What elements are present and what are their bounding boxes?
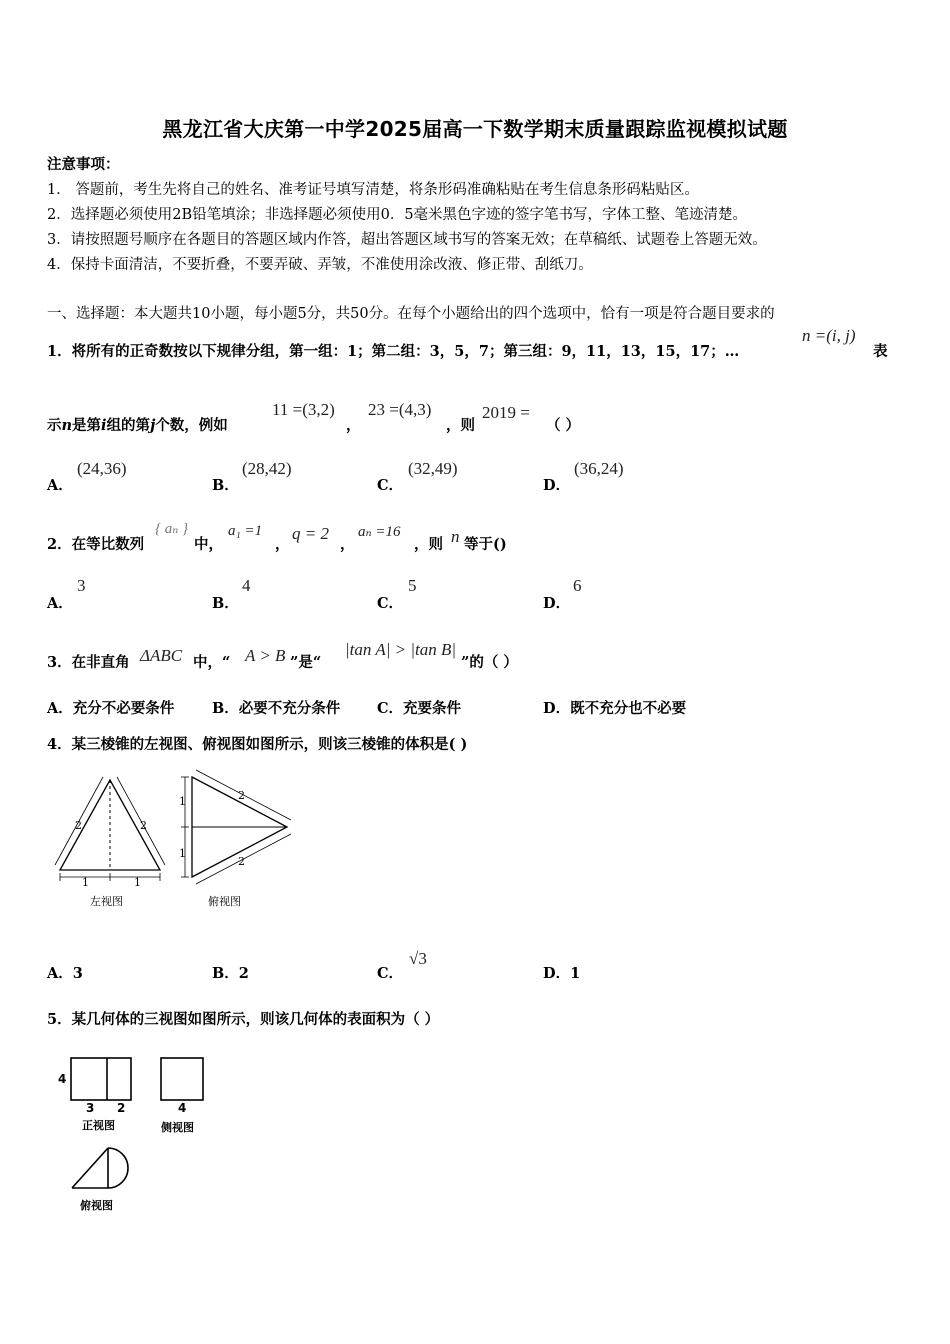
q1-example-1: 11 =(3,2) bbox=[272, 400, 335, 419]
q4-option-c-label[interactable]: C． bbox=[377, 965, 404, 982]
q2-seq: { aₙ } bbox=[155, 521, 189, 537]
notice-item: 3．请按照题号顺序在各题目的答题区域内作答，超出答题区域书写的答案无效；在草稿纸、试题卷上答题无效。 bbox=[47, 232, 767, 248]
q5-front-dim-w1: 3 bbox=[86, 1101, 95, 1115]
q1-option-a-label[interactable]: A． bbox=[47, 477, 73, 494]
q1-math-nij: n =(i, j) bbox=[802, 326, 856, 345]
q1-example-2: 23 =(4,3) bbox=[368, 400, 432, 419]
q2-option-d-label[interactable]: D． bbox=[543, 595, 571, 612]
q3-option-c[interactable]: C．充要条件 bbox=[377, 700, 462, 717]
q4-top-dim-lower: 1 bbox=[179, 847, 186, 860]
q4-top-dim-edge-upper: 2 bbox=[238, 789, 245, 802]
q4-option-b[interactable]: B．2 bbox=[212, 965, 249, 982]
q2-comma-2: ， bbox=[340, 536, 355, 553]
q3-post: ”的（ ） bbox=[461, 654, 518, 671]
q1-option-b-value: (28,42) bbox=[242, 459, 292, 478]
q4-option-a[interactable]: A．3 bbox=[47, 965, 83, 982]
q2-post: 等于() bbox=[464, 536, 507, 553]
q1-option-d-value: (36,24) bbox=[574, 459, 624, 478]
q5-front-caption: 正视图 bbox=[82, 1119, 115, 1132]
q1-option-b-label[interactable]: B． bbox=[212, 477, 239, 494]
q3-mid1: 中，“ bbox=[193, 654, 231, 671]
q2-q: q = 2 bbox=[292, 524, 329, 543]
q4-text: 4．某三棱锥的左视图、俯视图如图所示，则该三棱锥的体积是( ) bbox=[47, 736, 468, 753]
q1-line2: 示n是第i组的第j个数，例如 bbox=[47, 417, 228, 434]
q2-mid2: ，则 bbox=[414, 536, 443, 553]
q2-option-b-value: 4 bbox=[242, 576, 251, 595]
q3-option-a[interactable]: A．充分不必要条件 bbox=[47, 700, 175, 717]
q2-option-b-label[interactable]: B． bbox=[212, 595, 239, 612]
q2-option-d-value: 6 bbox=[573, 576, 582, 595]
q1-option-d-label[interactable]: D． bbox=[543, 477, 571, 494]
q5-top-caption: 俯视图 bbox=[80, 1199, 113, 1212]
q5-side-view bbox=[161, 1058, 203, 1100]
q5-figures bbox=[55, 1045, 225, 1220]
q4-left-dim-right: 2 bbox=[140, 819, 147, 832]
q3-triangle: ΔABC bbox=[140, 646, 183, 665]
q5-front-dim-h: 4 bbox=[58, 1072, 67, 1086]
q2-option-a-label[interactable]: A． bbox=[47, 595, 73, 612]
q3-mid2: ”是“ bbox=[290, 654, 322, 671]
q4-left-dim-half-left: 1 bbox=[82, 876, 89, 889]
q1-option-c-label[interactable]: C． bbox=[377, 477, 404, 494]
q2-pre: 2．在等比数列 bbox=[47, 536, 145, 553]
notice-item: 4．保持卡面清洁，不要折叠，不要弄破、弄皱，不准使用涂改液、修正带、刮纸刀。 bbox=[47, 257, 593, 273]
q2-option-c-label[interactable]: C． bbox=[377, 595, 404, 612]
q3-option-d[interactable]: D．既不充分也不必要 bbox=[543, 700, 687, 717]
q4-left-dim-left: 2 bbox=[75, 819, 82, 832]
page-title: 黑龙江省大庆第一中学2025届高一下数学期末质量跟踪监视模拟试题 bbox=[162, 117, 788, 141]
q1-example-3: 2019 = bbox=[482, 403, 530, 422]
q1-paren: （ ） bbox=[546, 417, 581, 434]
q4-left-view bbox=[55, 777, 165, 881]
q5-top-view bbox=[72, 1148, 128, 1188]
q2-option-c-value: 5 bbox=[408, 576, 417, 595]
section-heading: 一、选择题：本大题共10小题，每小题5分，共50分。在每个小题给出的四个选项中，恰有一项是符合题目要求的 bbox=[47, 306, 775, 322]
q1-option-c-value: (32,49) bbox=[408, 459, 458, 478]
q2-comma-1: ， bbox=[275, 536, 290, 553]
q3-pre: 3．在非直角 bbox=[47, 654, 130, 671]
q3-cond2: |tan A| > |tan B| bbox=[345, 640, 457, 659]
q5-front-view bbox=[71, 1058, 131, 1100]
q1-comma: ， bbox=[346, 417, 361, 434]
q2-n: n bbox=[451, 527, 460, 546]
q2-mid1: 中， bbox=[194, 536, 223, 553]
q5-side-dim: 4 bbox=[178, 1101, 187, 1115]
q3-cond1: A > B bbox=[245, 646, 286, 665]
q4-figures bbox=[40, 765, 310, 915]
notice-item: 1． 答题前，考生先将自己的姓名、准考证号填写清楚，将条形码准确粘贴在考生信息条形码粘贴区。 bbox=[47, 182, 699, 198]
q5-side-caption: 侧视图 bbox=[161, 1121, 194, 1134]
q1-line1: 1．将所有的正奇数按以下规律分组，第一组：1；第二组：3，5，7；第三组：9，11，13，15，17；… bbox=[47, 343, 740, 360]
q2-a1: a₁ =1 bbox=[228, 523, 263, 539]
q4-left-view-caption: 左视图 bbox=[90, 895, 123, 908]
q4-option-c-value: √3 bbox=[409, 949, 427, 968]
q1-then: ，则 bbox=[446, 417, 475, 434]
notice-heading: 注意事项： bbox=[47, 156, 120, 173]
q3-option-b[interactable]: B．必要不充分条件 bbox=[212, 700, 341, 717]
q4-option-d[interactable]: D．1 bbox=[543, 965, 581, 982]
q4-left-dim-half-right: 1 bbox=[134, 876, 141, 889]
notice-item: 2．选择题必须使用2B铅笔填涂；非选择题必须使用0．5毫米黑色字迹的签字笔书写，字体工整、笔迹清楚。 bbox=[47, 207, 748, 223]
q4-top-dim-edge-lower: 2 bbox=[238, 855, 245, 868]
q4-top-dim-upper: 1 bbox=[179, 795, 186, 808]
q1-option-a-value: (24,36) bbox=[77, 459, 127, 478]
q5-text: 5．某几何体的三视图如图所示，则该几何体的表面积为（ ） bbox=[47, 1011, 440, 1028]
q2-an: aₙ =16 bbox=[358, 524, 401, 540]
q1-tail: 表 bbox=[873, 343, 888, 360]
q5-front-dim-w2: 2 bbox=[117, 1101, 126, 1115]
q4-top-view-caption: 俯视图 bbox=[208, 895, 241, 908]
q4-top-view bbox=[181, 770, 291, 884]
q2-option-a-value: 3 bbox=[77, 576, 86, 595]
